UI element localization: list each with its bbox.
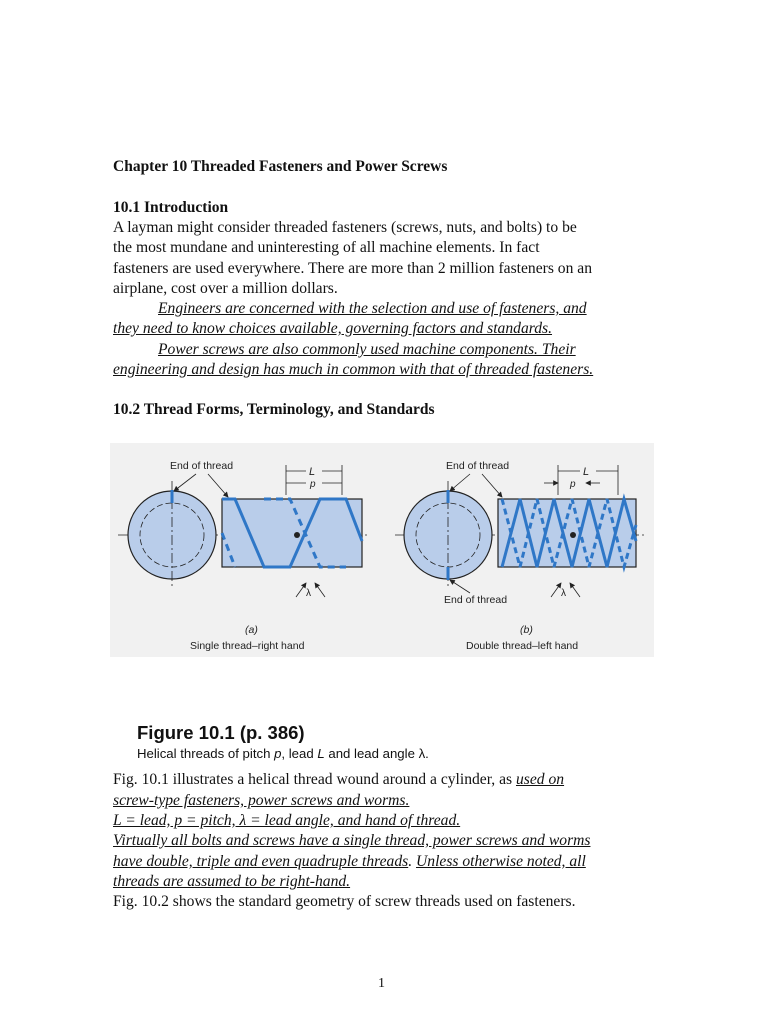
figure-description (137, 746, 429, 761)
intro-emphasis-line: engineering and design has much in common with that of threaded fasteners. (113, 361, 594, 378)
angle-leader (315, 583, 325, 597)
body-line: L = lead, p = pitch, λ = lead angle, and hand of thread. (113, 812, 461, 829)
leader-line (174, 474, 196, 491)
chapter-title: Chapter 10 Threaded Fasteners and Power Screws (113, 158, 448, 175)
intro-line: A layman might consider threaded fasteners (screws, nuts, and bolts) to be (113, 219, 577, 236)
leader-line (450, 474, 470, 491)
body-text: . (408, 853, 417, 870)
intro-line: the most mundane and uninteresting of all machine elements. In fact (113, 239, 540, 256)
angle-leader (570, 583, 580, 597)
body-line (113, 770, 564, 790)
thread-diagram (110, 443, 654, 657)
intro-line: airplane, cost over a million dollars. (113, 280, 338, 297)
body-line: Fig. 10.2 shows the standard geometry of screw threads used on fasteners. (113, 893, 576, 910)
intro-emphasis-line: Engineers are concerned with the selection and use of fasteners, and (158, 300, 587, 317)
lead-angle-label: λ (561, 588, 566, 599)
figure-description-text: , lead (281, 746, 318, 761)
body-line: screw-type fasteners, power screws and worms. (113, 792, 410, 809)
single-thread-diagram (118, 460, 368, 652)
end-of-thread-label: End of thread (444, 594, 508, 606)
axis-point (294, 532, 300, 538)
body-line: threads are assumed to be right-hand. (113, 873, 351, 890)
angle-leader (296, 583, 306, 597)
figure-part-a-caption: Single thread–right hand (190, 640, 305, 652)
double-thread-diagram (395, 460, 646, 652)
leader-line (208, 474, 228, 497)
body-text: Fig. 10.1 illustrates a helical thread wound around a cylinder, as (113, 771, 516, 788)
intro-emphasis-line: Power screws are also commonly used machine components. Their (158, 341, 576, 358)
body-emphasis: have double, triple and even quadruple threads (113, 853, 409, 870)
section-heading-introduction: 10.1 Introduction (113, 199, 229, 216)
leader-line (482, 474, 502, 497)
axis-point (570, 532, 576, 538)
cylinder-body (222, 499, 362, 567)
body-emphasis: used on (515, 771, 565, 788)
figure-description-text: . (425, 746, 429, 761)
end-of-thread-label: End of thread (170, 460, 234, 472)
body-emphasis: Unless otherwise noted, all (416, 853, 586, 870)
section-heading-thread-forms: 10.2 Thread Forms, Terminology, and Standards (113, 401, 435, 418)
pitch-label: p (310, 479, 316, 490)
lead-label: L (309, 466, 316, 478)
figure-description-text: Helical threads of pitch (137, 746, 275, 761)
figure-description-symbol: L (317, 746, 325, 761)
body-line: Virtually all bolts and screws have a single thread, power screws and worms (113, 832, 591, 849)
body-line (113, 852, 586, 872)
end-of-thread-label: End of thread (446, 460, 510, 472)
figure-description-text: and lead angle (324, 746, 419, 761)
figure-part-b-tag: (b) (520, 624, 533, 636)
helical-thread-figure (110, 443, 654, 657)
lead-label: L (583, 466, 590, 478)
figure-part-b-caption: Double thread–left hand (466, 640, 579, 652)
page-number: 1 (378, 976, 385, 991)
angle-leader (551, 583, 561, 597)
figure-description-symbol: p (274, 746, 282, 761)
lead-angle-label: λ (306, 588, 311, 599)
figure-part-a-tag: (a) (245, 624, 258, 636)
intro-line: fasteners are used everywhere. There are more than 2 million fasteners on an (113, 260, 593, 277)
figure-title: Figure 10.1 (p. 386) (137, 722, 305, 743)
intro-emphasis-line: they need to know choices available, governing factors and standards. (113, 320, 553, 337)
figure-description-symbol: λ (418, 746, 426, 761)
pitch-label: p (570, 479, 576, 490)
leader-line (450, 580, 470, 593)
